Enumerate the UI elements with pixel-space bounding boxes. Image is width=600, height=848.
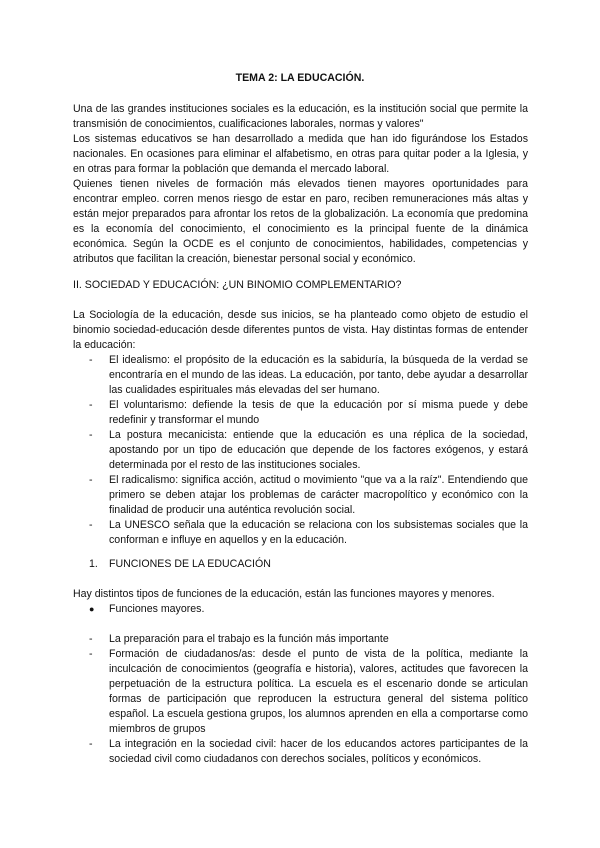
intro-paragraph-2: Los sistemas educativos se han desarrollado a medida que han ido figurándose los Estados nacionales. En ocasiones para eliminar el alfabetismo, en otras para quitar poder a la Iglesia, y en otras para formar la población que demanda el mercado laboral. bbox=[73, 133, 528, 175]
heading-number: 1. bbox=[89, 558, 98, 570]
list-item: - Formación de ciudadanos/as: desde el punto de vista de la política, mediante la inculcación de conocimientos (geografía e historia), valores, actitudes que favorecen la perpetuación de la estructura política. La escuela es el escenario donde se articulan formas de participación que reproducen la estructura general del sistema político español. La escuela gestiona grupos, los alumnos aprenden en ella a comportarse como miembros de grupos bbox=[73, 647, 528, 737]
list-item: - La preparación para el trabajo es la función más importante bbox=[73, 632, 528, 647]
section-heading-funciones bbox=[89, 557, 529, 572]
document-title: TEMA 2: LA EDUCACIÓN. bbox=[235, 72, 365, 84]
bullet-icon: ● bbox=[89, 604, 95, 614]
list-item: - El radicalismo: significa acción, actitud o movimiento "que va a la raíz". Entendiendo que primero se deben atajar los problemas de carácter macropolítico y económico con la finalidad de producir una auténtica revolución social. bbox=[73, 473, 528, 518]
list-item: - El idealismo: el propósito de la educación es la sabiduría, la búsqueda de la verdad se encontraría en el mundo de las ideas. La educación, por tanto, debe ayudar a desarrollar las cualidades espirituales más elevadas del ser humano. bbox=[73, 353, 528, 398]
funciones-paragraph: Hay distintos tipos de funciones de la educación, están las funciones mayores y menores. bbox=[73, 588, 495, 600]
list-item: - La postura mecanicista: entiende que la educación es una réplica de la sociedad, apostando por un tipo de educación que depende de los factores exógenos, y estará determinada por el resto de las instituciones sociales. bbox=[73, 428, 528, 473]
list-item: - La integración en la sociedad civil: hacer de los educandos actores participantes de la sociedad civil como ciudadanos con derechos sociales, políticos y económicos. bbox=[73, 737, 528, 767]
heading-text: FUNCIONES DE LA EDUCACIÓN bbox=[109, 558, 271, 570]
education-views-list bbox=[73, 353, 528, 548]
list-item: - La UNESCO señala que la educación se relaciona con los subsistemas sociales que la conforman e influye en aquellos y en la educación. bbox=[73, 518, 528, 548]
funciones-mayores-bullet bbox=[89, 602, 529, 617]
list-item: - El voluntarismo: defiende la tesis de que la educación por sí misma puede y debe redefinir y transformar el mundo bbox=[73, 398, 528, 428]
section-paragraph-sociedad: La Sociología de la educación, desde sus inicios, se ha planteado como objeto de estudio el binomio sociedad-educación desde diferentes puntos de vista. Hay distintas formas de entender la educación: bbox=[73, 309, 528, 351]
intro-paragraph-1: Una de las grandes instituciones sociales es la educación, es la institución social que permite la transmisión de conocimientos, cualificaciones laborales, normas y valores" bbox=[73, 103, 528, 130]
section-heading-sociedad: II. SOCIEDAD Y EDUCACIÓN: ¿UN BINOMIO COMPLEMENTARIO? bbox=[73, 279, 402, 291]
bullet-text: Funciones mayores. bbox=[109, 603, 205, 615]
funciones-list bbox=[73, 632, 528, 767]
intro-paragraph-3: Quienes tienen niveles de formación más elevados tienen mayores oportunidades para encontrar empleo. corren menos riesgo de estar en paro, reciben remuneraciones más altas y están mejor preparados para afrontar los retos de la globalización. La economía que predomina es la economía del conocimiento, el conocimiento es la principal fuente de la dinámica económica. Según la OCDE es el conjunto de conocimientos, habilidades, competencias y atributos que facilitan la creación, bienestar personal social y económico. bbox=[73, 178, 528, 265]
